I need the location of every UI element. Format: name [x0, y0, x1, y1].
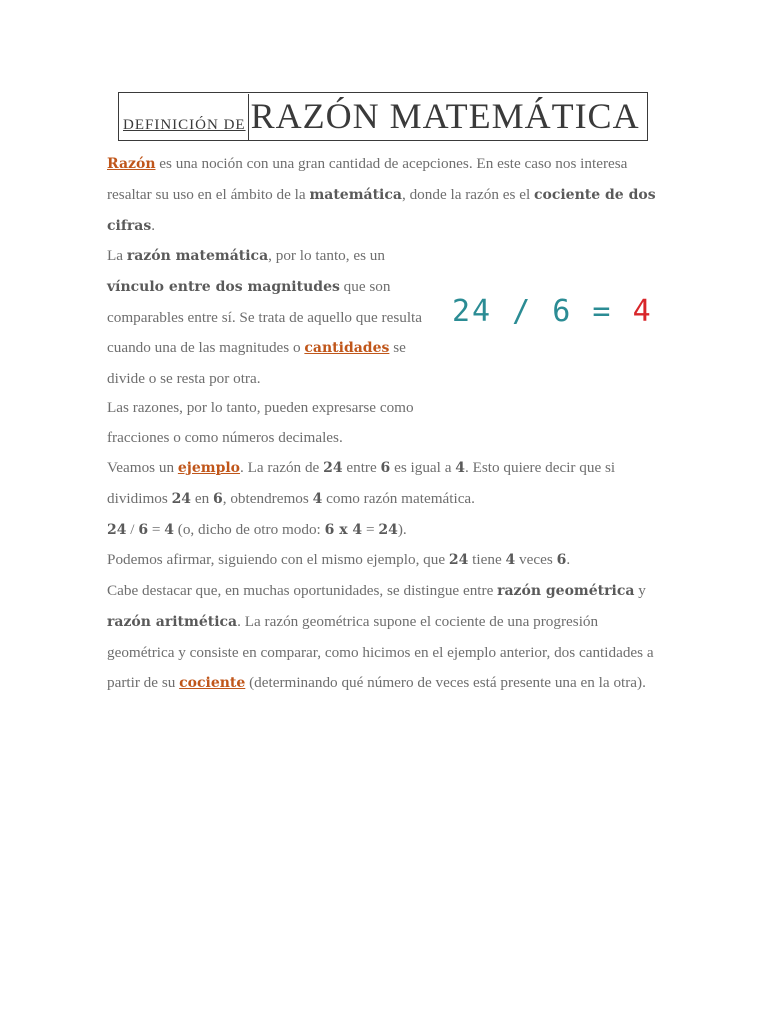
text-bold: razón aritmética	[107, 613, 238, 630]
text: que son comparables entre sí. Se trata de aquello que resulta cuando una de las magnitudes o	[107, 278, 423, 356]
text: Veamos un	[107, 458, 178, 476]
text: (o, dicho de otro modo:	[173, 520, 325, 538]
text: y	[634, 582, 646, 600]
text: entre	[342, 458, 381, 476]
text: . La razón de	[240, 458, 324, 476]
paragraph-6	[107, 545, 667, 576]
title-divider	[248, 94, 249, 140]
text-bold: 4	[505, 552, 516, 569]
title-box	[118, 92, 648, 141]
text-bold: 24	[378, 521, 398, 538]
page-title: RAZÓN MATEMÁTICA	[250, 96, 640, 136]
text: .	[566, 551, 571, 569]
link-cociente[interactable]: cociente	[179, 674, 246, 691]
text: , donde la razón es el	[401, 185, 534, 203]
text: es una noción con una gran cantidad de acepciones. En este caso nos interesa resaltar su uso en el ámbito de la	[107, 155, 628, 203]
text-bold: 24	[171, 490, 192, 507]
text: /	[126, 520, 139, 538]
figure-result: 4	[632, 294, 653, 329]
paragraph-2	[107, 241, 442, 393]
text-bold: 6	[380, 459, 391, 476]
text-bold: 4	[164, 521, 174, 538]
text: ).	[397, 520, 407, 538]
text: se divide o se resta por otra.	[107, 338, 406, 387]
text-bold: matemática	[309, 186, 402, 203]
text-bold: vínculo entre dos magnitudes	[107, 279, 340, 296]
text-bold: cociente de dos cifras	[107, 186, 656, 234]
paragraph-3: Las razones, por lo tanto, pueden expresarse como fracciones o como números decimales.	[107, 399, 414, 447]
text: , obtendremos	[222, 489, 313, 507]
text-bold: 6	[138, 521, 149, 538]
text: tiene	[468, 551, 506, 569]
paragraph-7	[107, 576, 667, 698]
link-cantidades[interactable]: cantidades	[304, 339, 390, 356]
link-ejemplo[interactable]: ejemplo	[177, 459, 241, 476]
paragraph-1	[107, 149, 667, 241]
text-bold: 6	[556, 552, 567, 569]
text: .	[151, 216, 155, 234]
text: es igual a	[390, 458, 456, 476]
figure-expression: 24 / 6 =	[452, 294, 613, 329]
text: , por lo tanto, es un	[268, 247, 385, 265]
text-bold: 6 x 4	[324, 521, 363, 538]
text: (determinando qué número de veces está presente una en la otra).	[245, 673, 646, 691]
paragraph-4	[107, 453, 667, 515]
text-bold: razón matemática	[126, 248, 269, 265]
paragraph-5	[107, 515, 667, 546]
article-body	[107, 149, 667, 698]
link-razon[interactable]: Razón	[107, 156, 156, 172]
text: Podemos afirmar, siguiendo con el mismo ejemplo, que	[107, 551, 449, 569]
text: en	[191, 489, 213, 507]
text-bold: 24	[323, 459, 343, 476]
text-bold: 24	[107, 521, 127, 538]
text: =	[362, 520, 379, 538]
text: como razón matemática.	[322, 489, 475, 507]
text-bold: 6	[212, 490, 223, 507]
title-prefix: DEFINICIÓN DE	[123, 117, 246, 133]
text: La	[107, 247, 127, 265]
text: veces	[515, 551, 557, 569]
text: =	[148, 520, 165, 538]
text: . La razón geométrica supone el cociente de una progresión geométrica y consiste en comparar, como hicimos en el ejemplo anterior, dos cantidades a partir de su	[107, 612, 654, 691]
text-bold: 4	[312, 490, 323, 507]
text: . Esto quiere decir que si dividimos	[107, 458, 616, 507]
text-bold: 4	[455, 459, 465, 476]
text-bold: 24	[448, 552, 469, 569]
text-bold: razón geométrica	[497, 583, 635, 600]
text: Cabe destacar que, en muchas oportunidades, se distingue entre	[107, 582, 498, 600]
